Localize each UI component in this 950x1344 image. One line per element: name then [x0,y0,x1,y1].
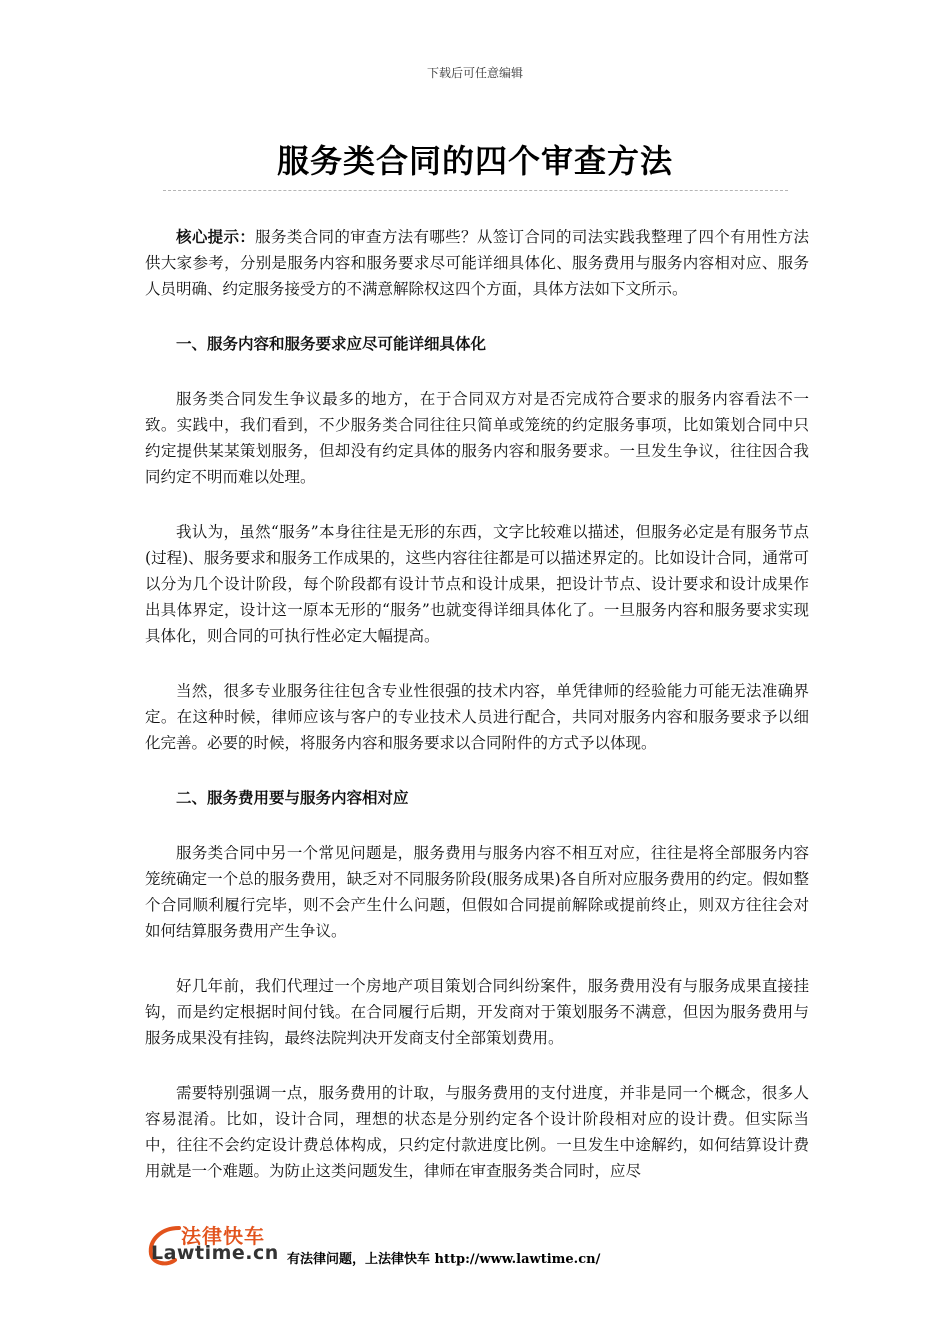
section1-paragraph-1: 服务类合同发生争议最多的地方，在于合同双方对是否完成符合要求的服务内容看法不一致。实践中，我们看到，不少服务类合同往往只简单或笼统的约定服务事项，比如策划合同中只约定提供某某策划服务，但却没有约定具体的服务内容和服务要求。一旦发生争议，往往因合我同约定不明而难以处理。 [145,390,809,486]
section1-paragraph-3: 当然，很多专业服务往往包含专业性很强的技术内容，单凭律师的经验能力可能无法准确界定。在这种时候，律师应该与客户的专业技术人员进行配合，共同对服务内容和服务要求予以细化完善。必要的时候，将服务内容和服务要求以合同附件的方式予以体现。 [145,682,809,752]
footer-slogan[interactable]: 有法律问题，上法律快车 http://www.lawtime.cn/ [287,1252,601,1267]
page-footer [145,1220,805,1270]
section2-paragraph-2: 好几年前，我们代理过一个房地产项目策划合同纠纷案件，服务费用没有与服务成果直接挂钩，而是约定根据时间付钱。在合同履行后期，开发商对于策划服务不满意，但因为服务费用与服务成果没有挂钩，最终法院判决开发商支付全部策划费用。 [145,977,809,1047]
lawtime-logo [145,1220,295,1268]
logo-text-cn: 法律快车 [181,1224,265,1248]
section1-paragraph-2: 我认为，虽然“服务”本身往往是无形的东西，文字比较难以描述，但服务必定是有服务节点(过程)、服务要求和服务工作成果的，这些内容往往都是可以描述界定的。比如设计合同，通常可以分为几个设计阶段，每个阶段都有设计节点和设计成果，把设计节点、设计要求和设计成果作出具体界定，设计这一原本无形的“服务”也就变得详细具体化了。一旦服务内容和服务要求实现具体化，则合同的可执行性必定大幅提高。 [145,523,809,645]
section2-paragraph-1: 服务类合同中另一个常见问题是，服务费用与服务内容不相互对应，往往是将全部服务内容笼统确定一个总的服务费用，缺乏对不同服务阶段(服务成果)各自所对应服务费用的约定。假如整个合同顺利履行完毕，则不会产生什么问题，但假如合同提前解除或提前终止，则双方往往会对如何结算服务费用产生争议。 [145,844,809,940]
document-body [145,224,809,1213]
intro-paragraph [145,224,809,302]
section1-heading: 一、服务内容和服务要求应尽可能详细具体化 [176,335,487,353]
intro-text: 服务类合同的审查方法有哪些？从签订合同的司法实践我整理了四个有用性方法供大家参考，分别是服务内容和服务要求尽可能详细具体化、服务费用与服务内容相对应、服务人员明确、约定服务接受方的不满意解除权这四个方面，具体方法如下文所示。 [145,228,809,298]
section2-paragraph-3: 需要特别强调一点，服务费用的计取，与服务费用的支付进度，并非是同一个概念，很多人容易混淆。比如，设计合同，理想的状态是分别约定各个设计阶段相对应的设计费。但实际当中，往往不会约定设计费总体构成，只约定付款进度比例。一旦发生中途解约，如何结算设计费用就是一个难题。为防止这类问题发生，律师在审查服务类合同时，应尽 [145,1084,809,1180]
intro-label: 核心提示： [176,228,256,246]
logo-text-en: Lawtime.cn [151,1242,279,1264]
header-note: 下载后可任意编辑 [426,66,523,80]
title-divider [163,190,788,191]
page-title: 服务类合同的四个审查方法 [276,142,673,180]
section2-heading: 二、服务费用要与服务内容相对应 [176,789,409,807]
